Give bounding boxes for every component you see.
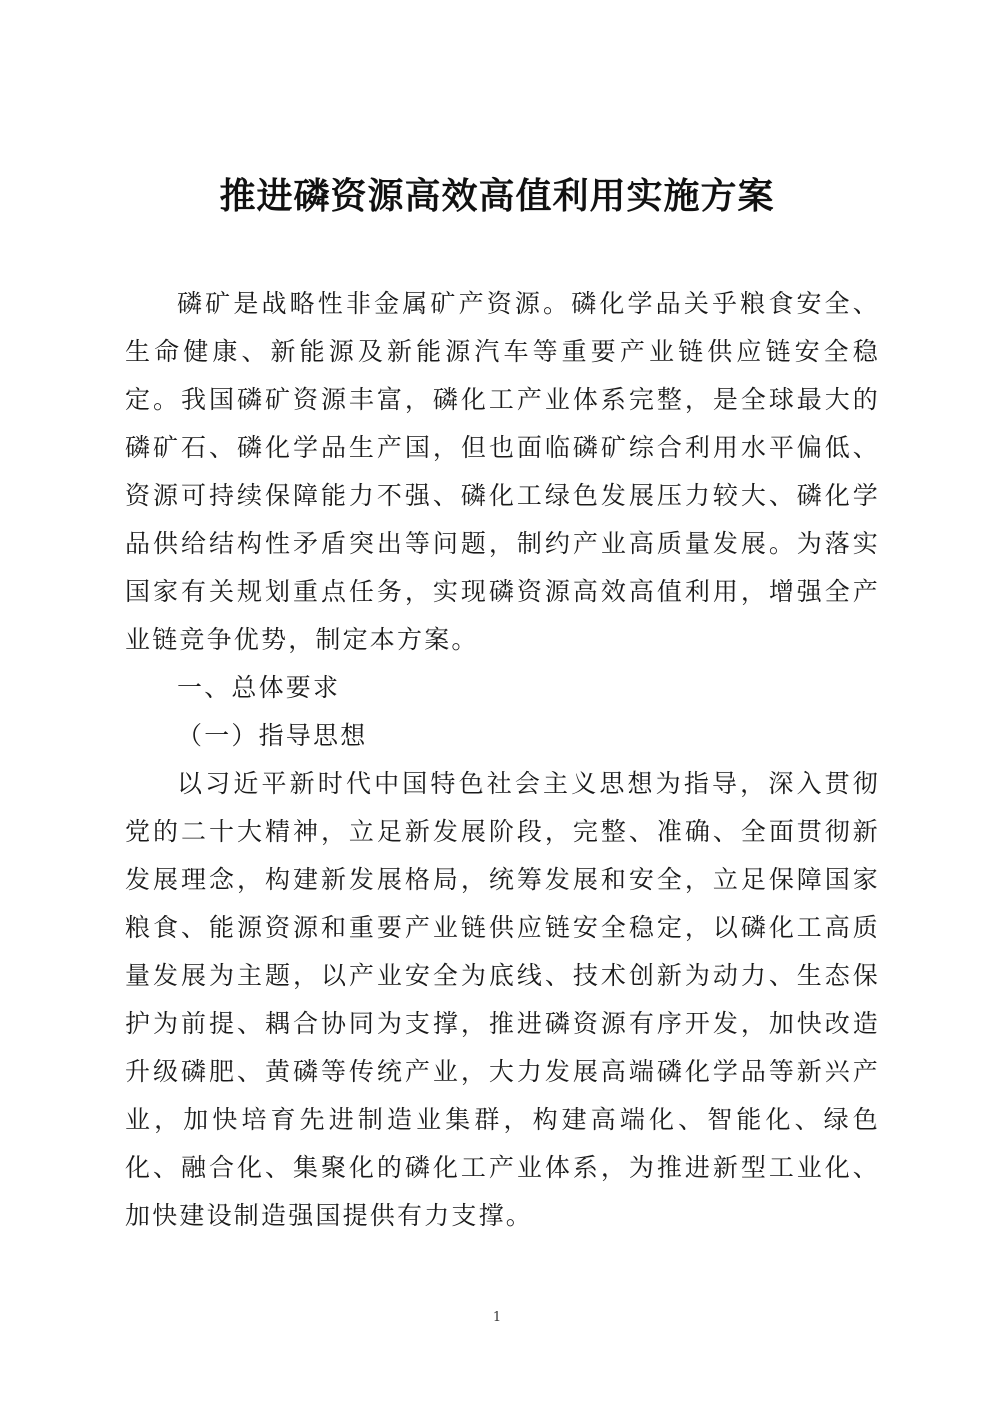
section-heading-general-requirements: 一、总体要求 <box>177 673 341 702</box>
intro-paragraph: 磷矿是战略性非金属矿产资源。磷化学品关乎粮食安全、生命健康、新能源及新能源汽车等重要产业链供应链安全稳定。我国磷矿资源丰富，磷化工产业体系完整，是全球最大的磷矿石、磷化学品生产国，但也面临磷矿综合利用水平偏低、资源可持续保障能力不强、磷化工绿色发展压力较大、磷化学品供给结构性矛盾突出等问题，制约产业高质量发展。为落实国家有关规划重点任务，实现磷资源高效高值利用，增强全产业链竞争优势，制定本方案。 <box>125 289 880 654</box>
document-title: 推进磷资源高效高值利用实施方案 <box>219 175 775 217</box>
guiding-ideology-paragraph: 以习近平新时代中国特色社会主义思想为指导，深入贯彻党的二十大精神，立足新发展阶段，完整、准确、全面贯彻新发展理念，构建新发展格局，统筹发展和安全，立足保障国家粮食、能源资源和重要产业链供应链安全稳定，以磷化工高质量发展为主题，以产业安全为底线、技术创新为动力、生态保护为前提、耦合协同为支撑，推进磷资源有序开发，加快改造升级磷肥、黄磷等传统产业，大力发展高端磷化学品等新兴产业，加快培育先进制造业集群，构建高端化、智能化、绿色化、融合化、集聚化的磷化工产业体系，为推进新型工业化、加快建设制造强国提供有力支撑。 <box>125 769 880 1230</box>
document-body <box>125 280 880 1240</box>
subsection-heading-guiding-ideology: （一）指导思想 <box>177 721 368 750</box>
page-number: 1 <box>492 1310 502 1325</box>
